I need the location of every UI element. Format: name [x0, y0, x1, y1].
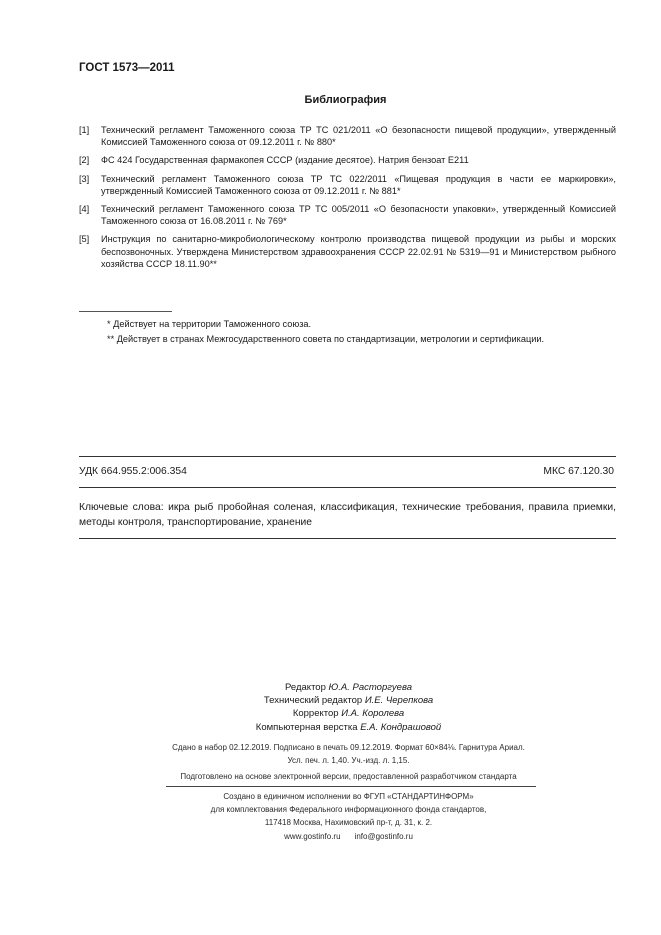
publisher-address: 117418 Москва, Нахимовский пр-т, д. 31, к. 2. — [264, 818, 433, 828]
document-code: ГОСТ 1573—2011 — [79, 62, 175, 74]
credit-tech-editor — [36, 694, 661, 707]
mks-code: МКС 67.120.30 — [543, 466, 614, 477]
udk-top-rule — [79, 456, 616, 457]
publisher-top-rule — [166, 786, 536, 787]
bibliography-item-number: [5] — [79, 234, 90, 245]
footnote-1: * Действует на территории Таможенного союза. — [107, 319, 312, 329]
publisher-website: www.gostinfo.ru — [284, 831, 341, 841]
bibliography-item-text: Технический регламент Таможенного союза ТР ТС 005/2011 «О безопасности упаковки», утвержденный Комиссией Таможенного союза от 16.08.2011 г. № 769* — [101, 204, 616, 227]
print-info-line: Усл. печ. л. 1,40. Уч.-изд. л. 1,15. — [287, 756, 410, 765]
bibliography-item-text: Технический регламент Таможенного союза ТР ТС 022/2011 «Пищевая продукция в части ее маркировки», утвержденный Комиссией Таможенного союза от 09.12.2011 г. № 881* — [101, 173, 616, 196]
bibliography-item-number: [2] — [79, 155, 90, 166]
bibliography-item — [79, 124, 616, 148]
publisher-line: для комплектования Федерального информационного фонда стандартов, — [210, 805, 487, 815]
footnote-2: ** Действует в странах Межгосударственного совета по стандартизации, метрологии и сертификации. — [107, 334, 545, 344]
credit-role: Редактор — [284, 682, 326, 693]
bibliography-item — [79, 154, 616, 166]
credit-layout — [36, 721, 661, 734]
print-info — [0, 741, 661, 767]
bibliography-title: Библиография — [304, 94, 387, 106]
credit-role: Корректор — [292, 708, 339, 720]
bibliography-item-number: [3] — [79, 173, 90, 184]
print-info-line: Сдано в набор 02.12.2019. Подписано в печать 09.12.2019. Формат 60×84⅛. Гарнитура Ариал. — [172, 743, 525, 752]
keywords-bottom-rule — [79, 538, 616, 539]
credit-role: Компьютерная верстка — [255, 721, 358, 733]
credit-name: Е.А. Кондрашовой — [360, 721, 442, 733]
publisher-contacts — [36, 830, 661, 843]
bibliography-item-number: [1] — [79, 125, 90, 135]
footnote-separator — [79, 311, 172, 312]
bibliography-item-text: Технический регламент Таможенного союза ТР ТС 021/2011 «О безопасности пищевой продукции», утвержденный Комиссией Таможенного союза от 09.12.2011 г. № 880* — [101, 125, 616, 148]
udk-bottom-rule — [79, 487, 616, 488]
credit-name: Ю.А. Расторгуева — [328, 682, 412, 693]
credit-editor — [36, 681, 661, 694]
bibliography-item — [79, 173, 616, 197]
bibliography-item-text: Инструкция по санитарно-микробиологическому контролю производства пищевой продукции из рыбы и морских беспозвоночных. Утверждена Министерством здравоохранения СССР 22.02.91 № 5319—91 и Министерством рыбного хозяйства СССР 18.11.90** — [101, 234, 616, 269]
credit-role: Технический редактор — [263, 695, 363, 707]
publisher-line: Создано в единичном исполнении во ФГУП «СТАНДАРТИНФОРМ» — [223, 792, 474, 801]
bibliography-item — [79, 203, 616, 227]
publisher-block — [0, 790, 661, 843]
credit-name: И.А. Королева — [341, 708, 405, 720]
bibliography-item-number: [4] — [79, 204, 90, 215]
prepared-note: Подготовлено на основе электронной версии, предоставленной разработчиком стандарта — [180, 772, 517, 781]
bibliography-item-text: ФС 424 Государственная фармакопея СССР (издание десятое). Натрия бензоат Е211 — [101, 155, 469, 166]
credit-name: И.Е. Черепкова — [364, 695, 434, 707]
keywords: Ключевые слова: икра рыб пробойная соленая, классификация, технические требования, правила приемки, методы контроля, транспортирование, хранение — [79, 502, 616, 528]
udk-code: УДК 664.955.2:006.354 — [79, 466, 187, 477]
bibliography-list — [79, 124, 616, 276]
bibliography-item — [79, 233, 616, 270]
publisher-email: info@gostinfo.ru — [354, 831, 413, 841]
credit-proofreader — [36, 707, 661, 720]
credits-block — [0, 681, 661, 734]
